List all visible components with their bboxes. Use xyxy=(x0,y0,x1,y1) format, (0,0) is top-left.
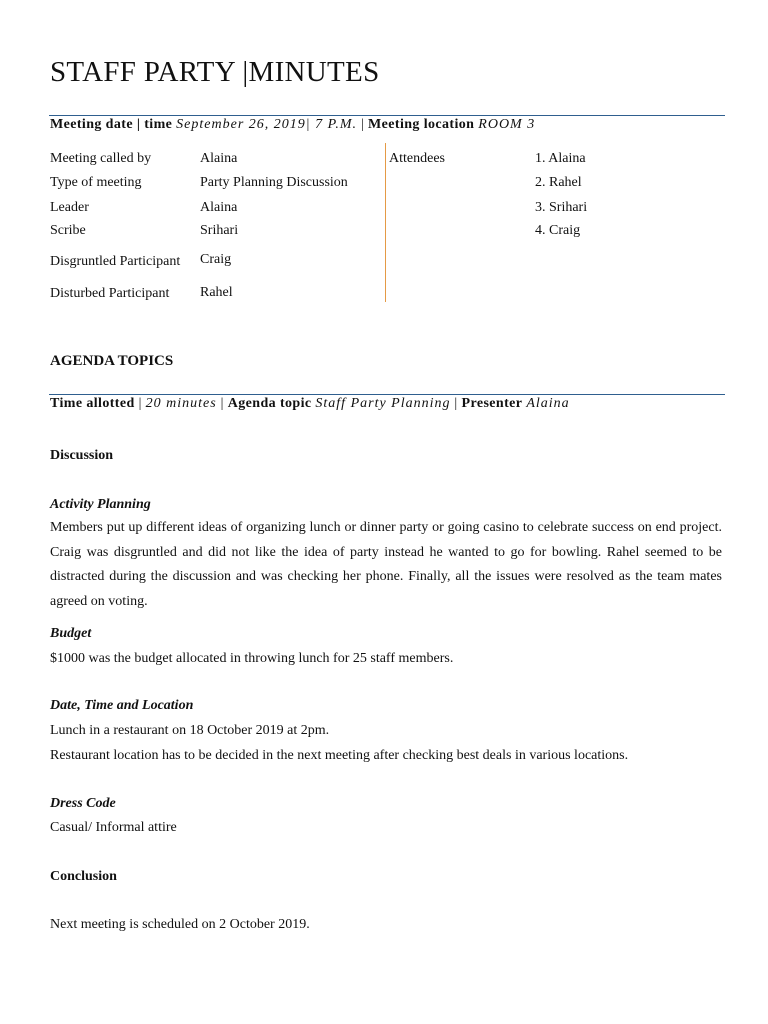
activity-planning-title: Activity Planning xyxy=(50,497,151,512)
detail-value: Party Planning Discussion xyxy=(200,175,348,190)
detail-value: Craig xyxy=(200,252,232,267)
meeting-location-label: Meeting location xyxy=(368,117,475,132)
meeting-location-value: ROOM 3 xyxy=(478,117,536,132)
detail-label: Meeting called by xyxy=(50,151,152,166)
presenter-label: Presenter xyxy=(461,396,523,411)
time-allotted-label: Time allotted xyxy=(50,396,135,411)
detail-value: Srihari xyxy=(200,223,239,238)
conclusion-heading: Conclusion xyxy=(50,869,117,884)
time-allotted-value: 20 minutes xyxy=(145,396,217,411)
separator: | xyxy=(454,396,458,411)
meeting-meta xyxy=(50,117,535,133)
agenda-heading: AGENDA TOPICS xyxy=(50,353,174,369)
conclusion-text: Next meeting is scheduled on 2 October 2019. xyxy=(50,917,310,932)
detail-value: Alaina xyxy=(200,200,238,215)
presenter-value: Alaina xyxy=(526,396,570,411)
meeting-date-value: September 26, 2019| 7 P.M. xyxy=(176,117,358,132)
agenda-topic-value: Staff Party Planning xyxy=(315,396,451,411)
separator: | xyxy=(220,396,224,411)
agenda-topic-label: Agenda topic xyxy=(227,396,312,411)
date-time-location-line: Restaurant location has to be decided in the next meeting after checking best deals in various locations. xyxy=(50,748,629,763)
budget-title: Budget xyxy=(50,626,92,641)
detail-label: Disgruntled Participant xyxy=(50,254,181,269)
separator: | xyxy=(360,117,365,132)
agenda-meta xyxy=(50,396,570,412)
detail-value: Rahel xyxy=(200,285,233,300)
attendee-item: 3. Srihari xyxy=(535,200,588,215)
activity-planning-text: Members put up different ideas of organizing lunch or dinner party or going casino to celebrate success on end project. Craig was disgruntled and did not like the idea of party instead he wanted to go for bowling. Rahel seemed to be distracted during the discussion and was checking her phone. Finally, all the issues were resolved as the team mates agreed on voting. xyxy=(50,520,722,610)
attendee-item: 4. Craig xyxy=(535,223,581,238)
detail-label: Disturbed Participant xyxy=(50,286,170,301)
title-rule xyxy=(49,115,725,116)
detail-value: Alaina xyxy=(200,151,238,166)
attendees-label: Attendees xyxy=(389,151,445,166)
attendee-item: 1. Alaina xyxy=(535,151,586,166)
attendee-item: 2. Rahel xyxy=(535,175,582,190)
detail-label: Scribe xyxy=(50,223,86,238)
detail-label: Leader xyxy=(50,200,89,215)
agenda-rule xyxy=(49,394,725,395)
column-divider xyxy=(385,143,386,302)
date-time-location-line: Lunch in a restaurant on 18 October 2019 at 2pm. xyxy=(50,723,330,738)
dress-code-text: Casual/ Informal attire xyxy=(50,820,177,835)
dress-code-title: Dress Code xyxy=(50,796,116,811)
meeting-date-label: Meeting date | time xyxy=(50,117,173,132)
detail-label: Type of meeting xyxy=(50,175,142,190)
budget-text: $1000 was the budget allocated in throwing lunch for 25 staff members. xyxy=(50,651,454,666)
date-time-location-title: Date, Time and Location xyxy=(50,698,194,713)
discussion-heading: Discussion xyxy=(50,448,114,463)
separator: | xyxy=(138,396,142,411)
page-title: STAFF PARTY |MINUTES xyxy=(50,56,380,88)
